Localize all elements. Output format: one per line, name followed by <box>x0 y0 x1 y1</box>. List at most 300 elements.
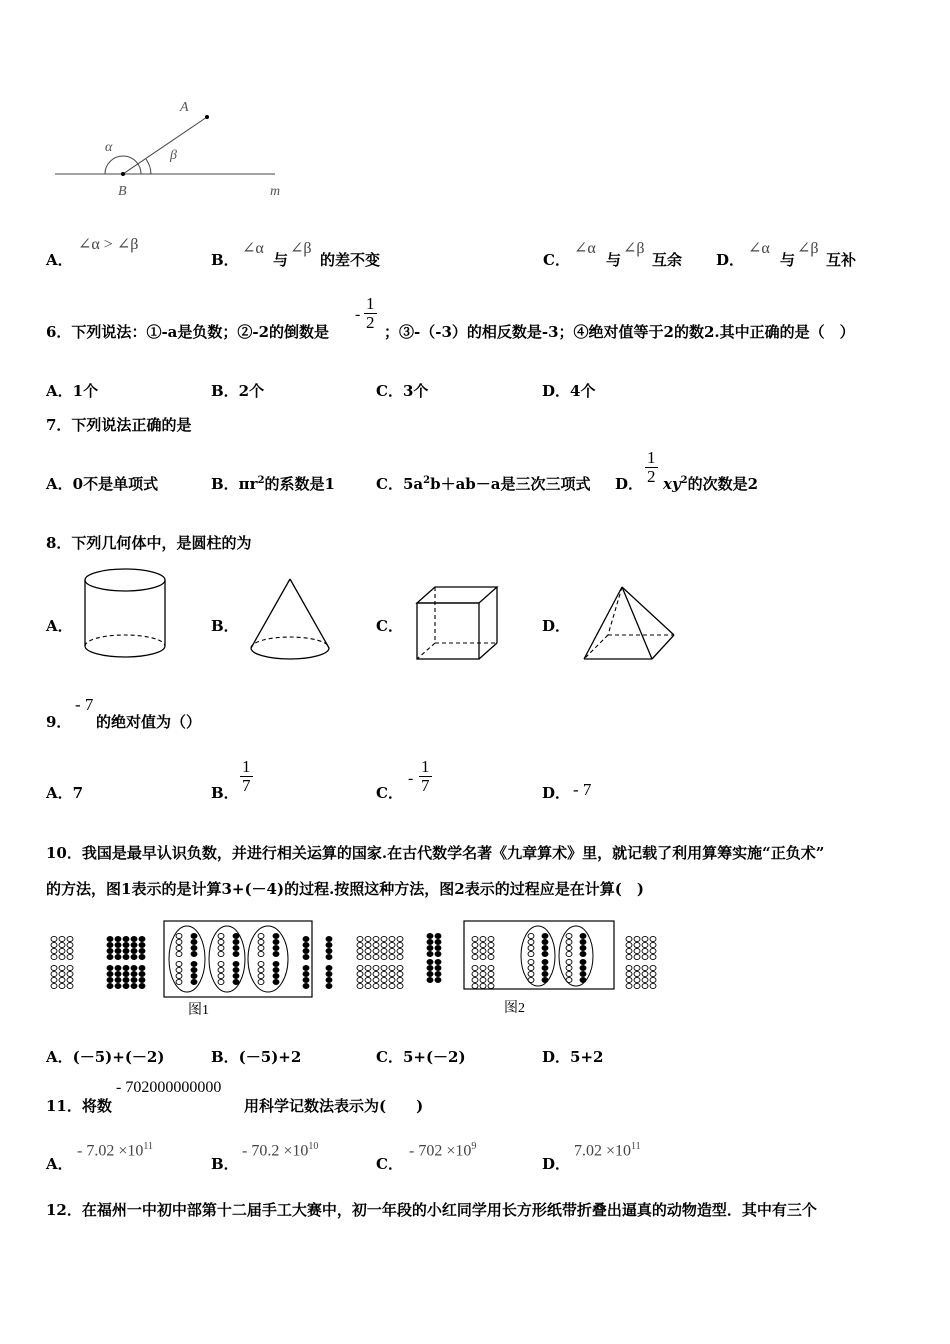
rod-black <box>115 965 121 970</box>
q8-option-a: A． <box>46 617 73 635</box>
q5-option-c-math-a: ∠α <box>574 240 596 257</box>
rod-black <box>131 983 137 988</box>
rod-white <box>397 942 403 947</box>
rod-black <box>542 939 548 944</box>
rod-black <box>191 961 197 966</box>
rod-white <box>59 942 65 947</box>
q9-option-b-fraction <box>240 758 253 795</box>
rod-white <box>488 936 494 941</box>
rod-white <box>176 933 182 938</box>
rod-white <box>472 936 478 941</box>
rod-white <box>488 977 494 982</box>
rod-white <box>528 965 534 970</box>
rod-black <box>542 971 548 976</box>
rod-black <box>131 965 137 970</box>
rod-white <box>528 971 534 976</box>
rod-black <box>107 948 113 953</box>
rod-white <box>634 942 640 947</box>
q5-option-d-mid: 与 <box>780 251 796 269</box>
rod-white <box>218 967 224 972</box>
rod-black <box>115 936 121 941</box>
rod-white <box>634 983 640 988</box>
rod-white <box>59 983 65 988</box>
q9-option-a: A．7 <box>46 784 84 802</box>
rod-black <box>115 942 121 947</box>
rod-white <box>650 954 656 959</box>
q9-c-num: 1 <box>421 757 430 776</box>
rod-black <box>542 933 548 938</box>
rod-white <box>626 936 632 941</box>
cube-shape <box>415 585 501 661</box>
rod-black <box>303 983 309 988</box>
rod-white <box>528 939 534 944</box>
rod-white <box>67 983 73 988</box>
q8-stem: 8．下列几何体中，是圆柱的为 <box>46 534 252 552</box>
rod-white <box>51 942 57 947</box>
rod-white <box>528 945 534 950</box>
rod-black <box>427 933 433 938</box>
rod-white <box>397 936 403 941</box>
rod-white <box>566 939 572 944</box>
rod-white <box>51 971 57 976</box>
q11-post: 用科学记数法表示为( ) <box>244 1097 424 1115</box>
rod-black <box>303 954 309 959</box>
q9-option-c-sign: - <box>408 770 414 787</box>
rod-black <box>427 971 433 976</box>
rod-white <box>389 965 395 970</box>
rod-white <box>67 965 73 970</box>
rod-white <box>626 942 632 947</box>
rod-black <box>139 965 145 970</box>
q5-option-b: B． <box>211 251 239 269</box>
q5-option-b-mid: 与 <box>273 251 289 269</box>
rod-black <box>435 965 441 970</box>
pyramid-shape <box>582 585 678 663</box>
rod-black <box>191 951 197 956</box>
rod-black <box>542 965 548 970</box>
rod-white <box>176 967 182 972</box>
rod-black <box>303 971 309 976</box>
q10-line1: 10．我国是最早认识负数，并进行相关运算的国家.在古代数学名著《九章算术》里，就记载了利用算筹实施“正负术” <box>46 844 825 862</box>
rod-black <box>326 977 332 982</box>
q6-frac-sign: - <box>355 306 361 323</box>
rod-white <box>642 948 648 953</box>
rod-black <box>139 936 145 941</box>
rod-white <box>373 948 379 953</box>
rod-white <box>51 983 57 988</box>
rod-black <box>123 948 129 953</box>
rod-white <box>397 971 403 976</box>
rod-white <box>472 971 478 976</box>
rod-white <box>258 945 264 950</box>
rod-black <box>139 948 145 953</box>
rod-black <box>273 939 279 944</box>
rod-white <box>365 965 371 970</box>
rod-black <box>233 973 239 978</box>
rod-white <box>176 945 182 950</box>
rod-white <box>218 945 224 950</box>
rod-white <box>488 971 494 976</box>
rod-black <box>191 979 197 984</box>
rod-white <box>258 967 264 972</box>
rod-white <box>480 954 486 959</box>
rod-black <box>326 971 332 976</box>
fig2-label: 图2 <box>504 1001 525 1016</box>
rod-white <box>650 948 656 953</box>
counting-rods-figure <box>46 918 686 1018</box>
rod-white <box>365 948 371 953</box>
q9-b-den: 7 <box>242 776 251 795</box>
rod-white <box>357 971 363 976</box>
rod-white <box>357 942 363 947</box>
rod-black <box>123 977 129 982</box>
q11-option-a-letter: A． <box>46 1155 73 1173</box>
rod-white <box>357 948 363 953</box>
rod-black <box>427 945 433 950</box>
rod-white <box>650 983 656 988</box>
q9-option-c-fraction <box>419 758 432 795</box>
rod-white <box>176 961 182 966</box>
q5-option-d-math-b: ∠β <box>797 240 819 257</box>
q7-stem: 7．下列说法正确的是 <box>46 416 192 434</box>
q7-d-den: 2 <box>647 467 656 486</box>
rod-black <box>233 939 239 944</box>
q6-option-a: A．1个 <box>46 382 99 400</box>
q7-option-b: B．$\pi r^2$的系数是1 <box>211 475 335 493</box>
rod-white <box>381 971 387 976</box>
rod-black <box>123 971 129 976</box>
fig1-label: 图1 <box>188 1003 209 1018</box>
rod-white <box>218 973 224 978</box>
rod-black <box>427 977 433 982</box>
rod-white <box>59 971 65 976</box>
rod-white <box>357 936 363 941</box>
q9-b-num: 1 <box>242 757 251 776</box>
q6-option-c: C．3个 <box>376 382 429 400</box>
rod-white <box>397 948 403 953</box>
rod-black <box>115 948 121 953</box>
rod-black <box>326 948 332 953</box>
rod-black <box>107 954 113 959</box>
rod-white <box>642 977 648 982</box>
rod-black <box>123 965 129 970</box>
rod-white <box>389 942 395 947</box>
rod-white <box>626 971 632 976</box>
rod-black <box>273 933 279 938</box>
rod-white <box>176 973 182 978</box>
rod-black <box>273 961 279 966</box>
q11-pre: 11．将数 <box>46 1097 112 1115</box>
rod-black <box>427 965 433 970</box>
label-m: m <box>270 184 281 199</box>
rod-white <box>389 983 395 988</box>
q8-option-d: D． <box>542 617 571 635</box>
rod-black <box>139 942 145 947</box>
rod-black <box>326 942 332 947</box>
q10-option-d: D．5+2 <box>542 1048 604 1066</box>
q10-option-b: B．(－5)+2 <box>211 1048 302 1066</box>
rod-white <box>67 977 73 982</box>
q6-stem-b: ；③-（-3）的相反数是-3；④绝对值等于2的数2.其中正确的是（ ） <box>384 323 855 341</box>
rod-black <box>580 971 586 976</box>
rod-white <box>357 965 363 970</box>
rod-white <box>480 936 486 941</box>
rod-black <box>580 959 586 964</box>
q10-option-c: C．5+(－2) <box>376 1048 466 1066</box>
rod-white <box>650 971 656 976</box>
rod-white <box>488 954 494 959</box>
rod-white <box>650 977 656 982</box>
rod-white <box>176 939 182 944</box>
rod-white <box>634 965 640 970</box>
rod-black <box>131 936 137 941</box>
rod-black <box>115 971 121 976</box>
q9-option-d-letter: D． <box>542 784 571 802</box>
q11-option-c-letter: C． <box>376 1155 403 1173</box>
rod-white <box>373 977 379 982</box>
rod-black <box>303 942 309 947</box>
rod-black <box>123 983 129 988</box>
rod-white <box>626 965 632 970</box>
rod-black <box>303 948 309 953</box>
rod-white <box>218 979 224 984</box>
rod-black <box>191 945 197 950</box>
rod-white <box>566 951 572 956</box>
rod-white <box>365 977 371 982</box>
q10-option-a: A．(－5)+(－2) <box>46 1048 165 1066</box>
q9-option-d-value: - 7 <box>573 780 592 799</box>
rod-white <box>258 939 264 944</box>
q9-option-b-letter: B． <box>211 784 239 802</box>
rod-black <box>131 971 137 976</box>
rod-black <box>107 971 113 976</box>
rod-white <box>357 983 363 988</box>
rod-white <box>488 948 494 953</box>
rod-white <box>373 965 379 970</box>
q5-option-c: C． <box>543 251 570 269</box>
rod-white <box>472 977 478 982</box>
label-a: A <box>180 100 189 115</box>
q9-option-c-letter: C． <box>376 784 403 802</box>
rod-white <box>480 948 486 953</box>
rod-white <box>67 942 73 947</box>
rod-white <box>634 954 640 959</box>
rod-black <box>233 951 239 956</box>
rod-black <box>107 983 113 988</box>
rod-black <box>139 971 145 976</box>
rod-white <box>397 983 403 988</box>
rod-white <box>258 979 264 984</box>
rod-white <box>480 971 486 976</box>
q6-fraction <box>364 295 377 332</box>
rod-white <box>59 954 65 959</box>
rod-white <box>51 954 57 959</box>
rod-black <box>115 983 121 988</box>
rod-white <box>566 971 572 976</box>
rod-black <box>435 977 441 982</box>
rod-white <box>258 951 264 956</box>
q6-option-b: B．2个 <box>211 382 265 400</box>
rod-black <box>107 977 113 982</box>
label-b: B <box>118 184 127 199</box>
rod-black <box>107 936 113 941</box>
rod-white <box>626 948 632 953</box>
q10-line2: 的方法，图1表示的是计算3+(－4)的过程.按照这种方法，图2表示的过程应是在计算( ) <box>46 880 644 898</box>
rod-black <box>435 959 441 964</box>
rod-black <box>427 951 433 956</box>
q5-option-c-mid: 与 <box>606 251 622 269</box>
rod-black <box>427 959 433 964</box>
rod-white <box>566 965 572 970</box>
rod-black <box>233 961 239 966</box>
q9-stem: 的绝对值为（） <box>96 713 202 731</box>
q5-option-a-math: ∠α > ∠β <box>78 236 139 253</box>
rod-white <box>480 977 486 982</box>
q6-frac-den: 2 <box>366 313 375 332</box>
rod-black <box>131 977 137 982</box>
rod-black <box>326 936 332 941</box>
rod-black <box>131 942 137 947</box>
rod-white <box>258 933 264 938</box>
rod-black <box>273 951 279 956</box>
rod-white <box>218 961 224 966</box>
q11-number: - 702000000000 <box>116 1079 222 1096</box>
q11-option-a-value: - $7.02 \times 10^{11}$ <box>77 1141 153 1160</box>
rod-white <box>51 948 57 953</box>
rod-black <box>233 979 239 984</box>
rod-white <box>472 942 478 947</box>
rod-black <box>435 945 441 950</box>
rod-white <box>566 933 572 938</box>
rod-black <box>139 983 145 988</box>
rod-black <box>435 939 441 944</box>
rod-white <box>365 983 371 988</box>
rod-white <box>381 965 387 970</box>
rod-white <box>381 977 387 982</box>
rod-white <box>626 977 632 982</box>
rod-white <box>650 936 656 941</box>
rod-white <box>373 954 379 959</box>
rod-black <box>303 936 309 941</box>
rod-black <box>191 973 197 978</box>
rod-black <box>326 965 332 970</box>
rod-white <box>626 983 632 988</box>
rod-black <box>580 951 586 956</box>
q11-option-c-value: - $702 \times 10^9$ <box>409 1141 477 1160</box>
rod-white <box>642 983 648 988</box>
rod-white <box>67 936 73 941</box>
rod-white <box>59 965 65 970</box>
rod-white <box>642 936 648 941</box>
rod-white <box>51 965 57 970</box>
rod-white <box>642 965 648 970</box>
rod-white <box>389 954 395 959</box>
rod-black <box>123 942 129 947</box>
rod-white <box>218 933 224 938</box>
rod-black <box>115 954 121 959</box>
rod-white <box>528 951 534 956</box>
rod-white <box>480 983 486 988</box>
rod-black <box>580 939 586 944</box>
q11-option-b-value: - $70.2 \times 10^{10}$ <box>242 1141 319 1160</box>
rod-black <box>580 965 586 970</box>
rod-white <box>528 959 534 964</box>
rod-black <box>233 933 239 938</box>
label-alpha: α <box>105 140 113 155</box>
rod-black <box>273 979 279 984</box>
rod-white <box>381 942 387 947</box>
rod-black <box>233 945 239 950</box>
q5-option-d: D． <box>716 251 745 269</box>
q11-option-d-letter: D． <box>542 1155 571 1173</box>
rod-black <box>123 936 129 941</box>
rod-white <box>650 965 656 970</box>
rod-white <box>218 951 224 956</box>
rod-white <box>472 983 478 988</box>
rod-white <box>397 977 403 982</box>
rod-black <box>435 971 441 976</box>
q7-option-c: C．$5a^2b+ab-a$是三次三项式 <box>376 475 591 493</box>
rod-white <box>480 965 486 970</box>
rod-white <box>389 977 395 982</box>
rod-white <box>389 971 395 976</box>
label-beta: β <box>170 148 177 163</box>
q8-option-c: C． <box>376 617 403 635</box>
rod-white <box>373 971 379 976</box>
rod-white <box>566 959 572 964</box>
rod-white <box>373 983 379 988</box>
rod-black <box>580 945 586 950</box>
rod-white <box>365 936 371 941</box>
rod-black <box>131 948 137 953</box>
q5-option-c-text: 互余 <box>652 251 683 269</box>
rod-white <box>365 954 371 959</box>
rod-black <box>191 967 197 972</box>
rod-white <box>67 948 73 953</box>
rod-white <box>642 954 648 959</box>
q9-num-label: 9． <box>46 713 72 731</box>
q5-option-d-text: 互补 <box>826 251 857 269</box>
rod-white <box>67 971 73 976</box>
rod-white <box>59 948 65 953</box>
rod-white <box>51 977 57 982</box>
rod-white <box>528 933 534 938</box>
rod-white <box>488 965 494 970</box>
q7-option-d-fraction <box>645 449 658 486</box>
rod-black <box>131 954 137 959</box>
rod-white <box>397 954 403 959</box>
rod-white <box>59 977 65 982</box>
q9-c-den: 7 <box>421 776 430 795</box>
rod-white <box>381 936 387 941</box>
q12-stem: 12．在福州一中初中部第十二届手工大赛中，初一年段的小红同学用长方形纸带折叠出逼真的动物造型．其中有三个 <box>46 1201 817 1219</box>
q7-option-d-letter: D． <box>615 475 644 493</box>
rod-white <box>472 948 478 953</box>
rod-black <box>191 939 197 944</box>
q5-option-b-math-a: ∠α <box>242 240 264 257</box>
rod-white <box>176 951 182 956</box>
rod-white <box>626 954 632 959</box>
rod-white <box>357 954 363 959</box>
rod-white <box>488 942 494 947</box>
rod-white <box>381 983 387 988</box>
rod-white <box>258 961 264 966</box>
rod-black <box>435 933 441 938</box>
rod-black <box>107 942 113 947</box>
rod-white <box>381 948 387 953</box>
rod-black <box>139 977 145 982</box>
rod-white <box>642 942 648 947</box>
